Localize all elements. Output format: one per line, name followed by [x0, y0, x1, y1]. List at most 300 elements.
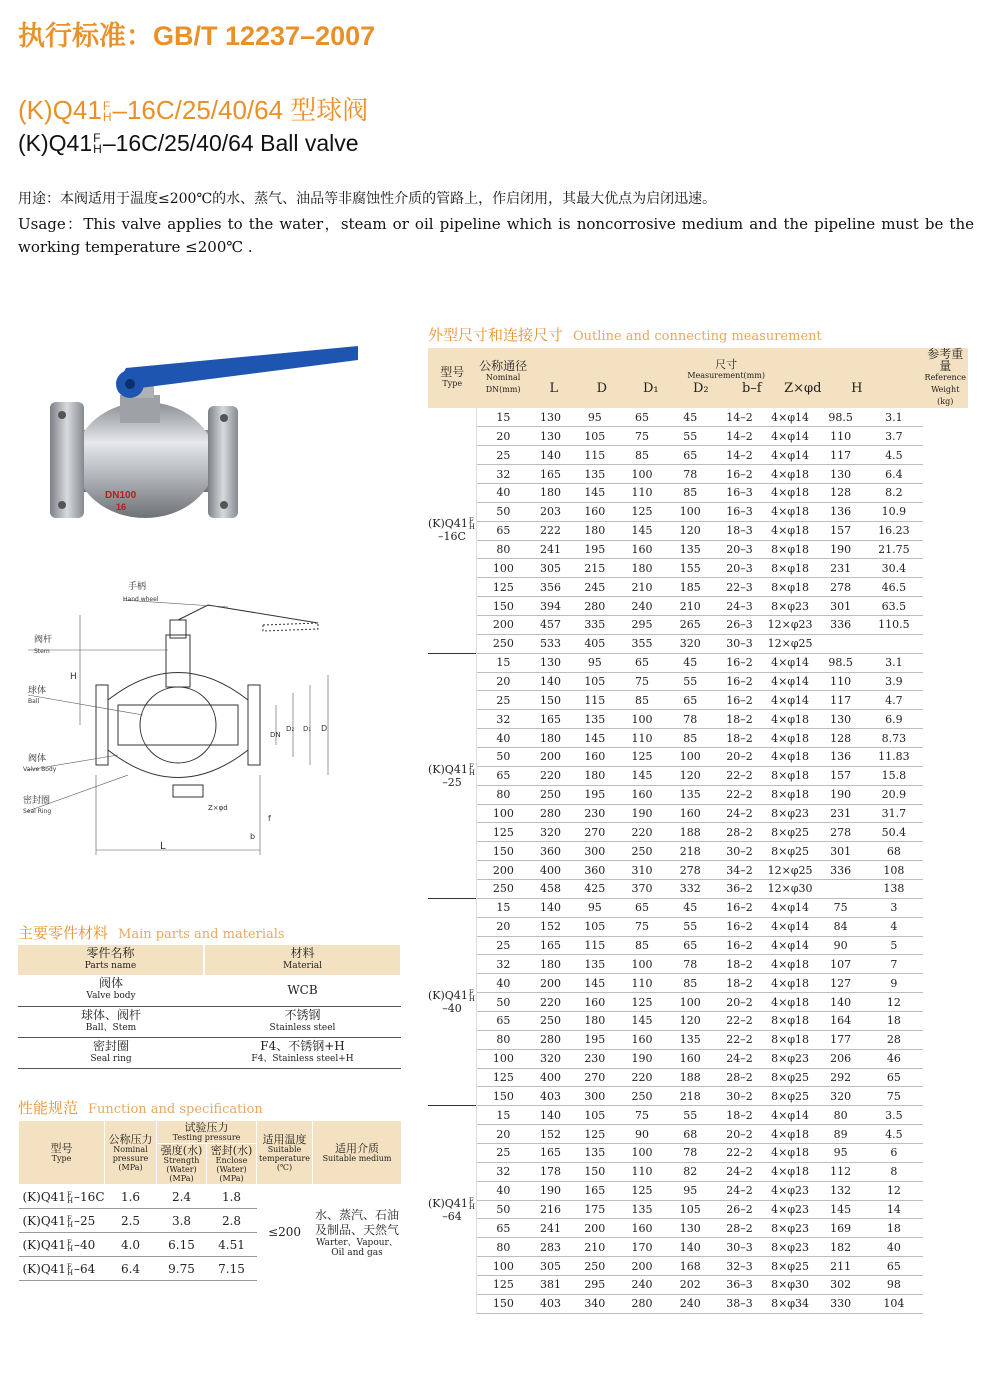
label-ball-en: Ball [28, 698, 40, 705]
outline-cell: 15 [476, 408, 529, 427]
dim-dn: DN [270, 731, 281, 739]
parts-h-material: 材料 Material [204, 945, 401, 975]
outline-row [428, 578, 968, 597]
outline-cell: 85 [618, 936, 665, 955]
outline-cell: 20 [476, 427, 529, 446]
outline-cell: 250 [571, 1257, 618, 1276]
func-row: (K)Q41 F H –64 6.4 9.75 7.15 [19, 1257, 402, 1281]
outline-cell: 200 [476, 615, 529, 634]
outline-cell: 216 [530, 1200, 571, 1219]
outline-cell: 30–2 [715, 1087, 764, 1106]
outline-cell: 16–2 [715, 672, 764, 691]
outline-cell: 65 [618, 898, 665, 917]
outline-cell: 8×φ18 [764, 1030, 816, 1049]
outline-cell: 270 [571, 1068, 618, 1087]
outline-cell: 100 [476, 1049, 529, 1068]
outline-cell: 98.5 [816, 408, 865, 427]
outline-cell: 75 [618, 917, 665, 936]
outline-cell: 65 [476, 1012, 529, 1031]
dim-zd: Z×φd [208, 804, 228, 812]
outline-cell: 292 [816, 1068, 865, 1087]
outline-cell: 100 [618, 710, 665, 729]
outline-cell: 150 [476, 1087, 529, 1106]
outline-row [428, 691, 968, 710]
outline-cell: 140 [816, 993, 865, 1012]
outline-cell: 135 [666, 785, 715, 804]
outline-cell: 100 [666, 993, 715, 1012]
outline-cell: 140 [530, 898, 571, 917]
outline-cell: 140 [530, 1106, 571, 1125]
outline-cell: 457 [530, 615, 571, 634]
outline-cell: 95 [666, 1181, 715, 1200]
outline-cell: 95 [816, 1144, 865, 1163]
outline-cell: 136 [816, 502, 865, 521]
outline-cell: 22–2 [715, 1144, 764, 1163]
outline-cell: 117 [816, 691, 865, 710]
outline-row [428, 540, 968, 559]
outline-row [428, 502, 968, 521]
outline-cell: 18–2 [715, 1106, 764, 1125]
outline-cell: 157 [816, 766, 865, 785]
outline-cell: 8×φ25 [764, 823, 816, 842]
outline-cell: 11.83 [865, 747, 922, 766]
outline-cell: 160 [666, 804, 715, 823]
outline-cell: 14 [865, 1200, 922, 1219]
outline-cell: 165 [530, 936, 571, 955]
outline-cell: 8×φ18 [764, 559, 816, 578]
title-chinese: (K)Q41 F H –16C/25/40/64 型球阀 [18, 95, 369, 125]
outline-cell: 50 [476, 502, 529, 521]
outline-row [428, 408, 968, 427]
outline-row [428, 427, 968, 446]
outline-row [428, 559, 968, 578]
outline-cell: 25 [476, 1144, 529, 1163]
outline-row [428, 1030, 968, 1049]
outline-row [428, 615, 968, 634]
outline-cell: 241 [530, 540, 571, 559]
outline-cell: 157 [816, 521, 865, 540]
outline-cell: 203 [530, 502, 571, 521]
outline-cell: 8×φ25 [764, 1257, 816, 1276]
outline-cell: 8 [865, 1162, 922, 1181]
outline-cell: 180 [530, 955, 571, 974]
outline-cell: 130 [816, 465, 865, 484]
outline-cell: 46.5 [865, 578, 922, 597]
outline-cell: 22–2 [715, 785, 764, 804]
outline-cell: 25 [476, 446, 529, 465]
outline-cell: 28–2 [715, 1068, 764, 1087]
outline-cell: 80 [476, 540, 529, 559]
outline-cell: 120 [666, 521, 715, 540]
outline-type-cell: (K)Q41 F H –25 [428, 653, 476, 898]
outline-cell: 200 [618, 1257, 665, 1276]
outline-cell: 16–2 [715, 465, 764, 484]
outline-cell: 125 [476, 1068, 529, 1087]
outline-cell: 145 [618, 521, 665, 540]
outline-cell: 21.75 [865, 540, 922, 559]
outline-cell: 100 [666, 502, 715, 521]
function-table [18, 1120, 402, 1281]
outline-cell: 14–2 [715, 446, 764, 465]
outline-cell: 220 [530, 993, 571, 1012]
outline-cell: 110 [618, 729, 665, 748]
outline-cell: 300 [571, 842, 618, 861]
outline-cell: 188 [666, 1068, 715, 1087]
outline-cell: 4×φ18 [764, 483, 816, 502]
outline-cell: 135 [666, 540, 715, 559]
outline-row [428, 879, 968, 898]
title-english: (K)Q41 F H –16C/25/40/64 Ball valve [18, 130, 359, 156]
outline-cell: 105 [571, 1106, 618, 1125]
parts-h-name: 零件名称 Parts name [18, 945, 204, 975]
outline-cell: 85 [618, 691, 665, 710]
outline-cell: 135 [571, 955, 618, 974]
outline-cell: 4×φ18 [764, 521, 816, 540]
outline-cell: 90 [816, 936, 865, 955]
outline-row [428, 1181, 968, 1200]
outline-type-cell: (K)Q41 F H –64 [428, 1106, 476, 1313]
outline-cell: 165 [530, 1144, 571, 1163]
outline-cell: 145 [571, 974, 618, 993]
outline-cell: 211 [816, 1257, 865, 1276]
outline-cell: 65 [666, 936, 715, 955]
outline-cell: 55 [666, 672, 715, 691]
outline-cell: 65 [666, 446, 715, 465]
outline-h-measurement: 尺寸 Measurement(mm) L D D₁ D₂ b–f Z×φd H [530, 348, 923, 408]
outline-cell: 98 [865, 1276, 922, 1295]
outline-type-cell: (K)Q41 F H –40 [428, 898, 476, 1105]
outline-cell: 55 [666, 917, 715, 936]
outline-cell: 3.9 [865, 672, 922, 691]
outline-cell: 332 [666, 879, 715, 898]
outline-cell: 4×φ18 [764, 993, 816, 1012]
outline-cell [816, 879, 865, 898]
outline-cell: 320 [816, 1087, 865, 1106]
outline-cell: 30–2 [715, 842, 764, 861]
outline-cell: 65 [476, 1219, 529, 1238]
outline-cell: 132 [816, 1181, 865, 1200]
outline-cell: 4×φ14 [764, 691, 816, 710]
outline-cell: 335 [571, 615, 618, 634]
outline-cell: 320 [530, 1049, 571, 1068]
outline-cell: 15.8 [865, 766, 922, 785]
outline-cell: 200 [571, 1219, 618, 1238]
outline-cell: 340 [571, 1294, 618, 1313]
outline-cell: 28–2 [715, 1219, 764, 1238]
outline-cell: 20 [476, 672, 529, 691]
outline-cell: 68 [865, 842, 922, 861]
outline-row [428, 955, 968, 974]
outline-cell: 120 [666, 766, 715, 785]
outline-cell: 206 [816, 1049, 865, 1068]
outline-row [428, 710, 968, 729]
outline-cell: 130 [666, 1219, 715, 1238]
outline-cell: 240 [666, 1294, 715, 1313]
outline-cell: 150 [476, 597, 529, 616]
outline-cell: 8.73 [865, 729, 922, 748]
label-seal-en: Seal Ring [23, 808, 52, 815]
outline-row [428, 653, 968, 672]
outline-cell: 152 [530, 917, 571, 936]
outline-cell: 403 [530, 1087, 571, 1106]
outline-cell: 16.23 [865, 521, 922, 540]
outline-cell: 230 [571, 1049, 618, 1068]
outline-cell: 104 [865, 1294, 922, 1313]
outline-cell: 105 [571, 672, 618, 691]
outline-cell: 160 [618, 785, 665, 804]
outline-row [428, 634, 968, 653]
outline-cell: 8×φ18 [764, 578, 816, 597]
outline-cell: 9 [865, 974, 922, 993]
outline-cell: 8×φ25 [764, 1087, 816, 1106]
outline-cell: 4×φ14 [764, 917, 816, 936]
outline-cell: 202 [666, 1276, 715, 1295]
outline-cell: 218 [666, 842, 715, 861]
outline-cell: 30.4 [865, 559, 922, 578]
outline-cell: 125 [476, 823, 529, 842]
outline-cell: 4×φ14 [764, 898, 816, 917]
outline-cell: 30–3 [715, 634, 764, 653]
outline-cell: 145 [618, 766, 665, 785]
outline-cell: 165 [530, 465, 571, 484]
outline-row [428, 1219, 968, 1238]
outline-cell: 140 [530, 446, 571, 465]
outline-cell: 360 [571, 861, 618, 880]
outline-cell: 16–2 [715, 691, 764, 710]
outline-cell: 4×φ14 [764, 408, 816, 427]
outline-cell: 220 [530, 766, 571, 785]
outline-cell: 231 [816, 804, 865, 823]
outline-cell: 12 [865, 1181, 922, 1200]
outline-cell: 128 [816, 483, 865, 502]
outline-cell: 12×φ25 [764, 634, 816, 653]
outline-cell: 152 [530, 1125, 571, 1144]
outline-cell: 180 [530, 729, 571, 748]
outline-cell: 18 [865, 1219, 922, 1238]
outline-cell: 220 [618, 823, 665, 842]
outline-cell: 200 [476, 861, 529, 880]
outline-cell: 8×φ23 [764, 1049, 816, 1068]
outline-cell: 16–2 [715, 936, 764, 955]
usage-chinese: 用途：本阀适用于温度≤200℃的水、蒸气、油品等非腐蚀性介质的管路上，作启闭用，其最大优点为启闭迅速。 [18, 191, 717, 207]
outline-cell: 78 [666, 955, 715, 974]
outline-cell: 4×φ14 [764, 672, 816, 691]
outline-cell: 65 [865, 1257, 922, 1276]
outline-row [428, 898, 968, 917]
outline-cell: 3.1 [865, 408, 922, 427]
outline-cell: 30–3 [715, 1238, 764, 1257]
outline-row [428, 1257, 968, 1276]
outline-cell: 7 [865, 955, 922, 974]
outline-cell: 4.7 [865, 691, 922, 710]
outline-cell: 150 [530, 691, 571, 710]
outline-cell: 169 [816, 1219, 865, 1238]
outline-row [428, 993, 968, 1012]
outline-cell: 34–2 [715, 861, 764, 880]
outline-cell: 20–2 [715, 993, 764, 1012]
outline-cell: 230 [571, 804, 618, 823]
outline-row [428, 766, 968, 785]
outline-row [428, 1162, 968, 1181]
outline-row [428, 483, 968, 502]
outline-row [428, 1068, 968, 1087]
outline-cell: 218 [666, 1087, 715, 1106]
ball-valve-photo [30, 340, 370, 550]
outline-cell: 20 [476, 1125, 529, 1144]
outline-cell: 150 [476, 1294, 529, 1313]
outline-cell: 3 [865, 898, 922, 917]
dim-d2: D₂ [286, 725, 295, 733]
outline-cell: 400 [530, 861, 571, 880]
outline-cell: 115 [571, 936, 618, 955]
outline-cell: 125 [618, 502, 665, 521]
outline-cell: 245 [571, 578, 618, 597]
outline-cell: 12×φ23 [764, 615, 816, 634]
outline-cell: 20–3 [715, 540, 764, 559]
outline-cell: 20 [476, 917, 529, 936]
outline-cell: 20–2 [715, 747, 764, 766]
outline-cell: 85 [618, 446, 665, 465]
outline-cell: 265 [666, 615, 715, 634]
outline-cell: 160 [666, 1049, 715, 1068]
outline-cell: 125 [571, 1125, 618, 1144]
outline-cell: 458 [530, 879, 571, 898]
outline-cell: 82 [666, 1162, 715, 1181]
outline-cell: 140 [530, 672, 571, 691]
outline-cell: 100 [618, 1144, 665, 1163]
outline-cell: 6 [865, 1144, 922, 1163]
outline-row [428, 1276, 968, 1295]
outline-cell: 45 [666, 653, 715, 672]
outline-cell: 50 [476, 993, 529, 1012]
photo-marking-dn: DN100 [105, 490, 137, 501]
outline-cell: 200 [530, 974, 571, 993]
outline-cell: 360 [530, 842, 571, 861]
outline-cell: 4×φ14 [764, 653, 816, 672]
outline-cell: 50 [476, 747, 529, 766]
outline-cell: 125 [618, 993, 665, 1012]
outline-cell: 270 [571, 823, 618, 842]
outline-cell: 65 [865, 1068, 922, 1087]
outline-row [428, 1144, 968, 1163]
outline-cell: 85 [666, 974, 715, 993]
outline-cell: 22–2 [715, 1012, 764, 1031]
outline-cell: 84 [816, 917, 865, 936]
outline-cell: 150 [571, 1162, 618, 1181]
outline-cell: 425 [571, 879, 618, 898]
func-h-temp: 适用温度 Suitable temperature (℃) [257, 1121, 313, 1185]
outline-cell: 16–2 [715, 653, 764, 672]
outline-cell: 240 [618, 1276, 665, 1295]
parts-table [18, 945, 402, 1069]
outline-cell: 36–2 [715, 879, 764, 898]
outline-cell: 305 [530, 1257, 571, 1276]
outline-cell: 112 [816, 1162, 865, 1181]
usage-english: Usage：This valve applies to the water，steam or oil pipeline which is noncorrosive medium and the pipeline must be the working temperature ≤200℃ . [18, 215, 974, 256]
outline-cell: 4 [865, 917, 922, 936]
outline-cell: 180 [571, 1012, 618, 1031]
outline-cell: 16–2 [715, 917, 764, 936]
outline-cell: 130 [530, 408, 571, 427]
outline-cell: 250 [530, 1012, 571, 1031]
outline-cell: 4.5 [865, 446, 922, 465]
outline-cell: 125 [476, 578, 529, 597]
outline-cell: 125 [618, 747, 665, 766]
outline-row [428, 1012, 968, 1031]
outline-cell: 210 [571, 1238, 618, 1257]
outline-cell: 65 [618, 408, 665, 427]
outline-cell: 4×φ18 [764, 747, 816, 766]
outline-cell: 40 [476, 483, 529, 502]
outline-cell: 210 [618, 578, 665, 597]
outline-cell: 145 [571, 729, 618, 748]
outline-cell: 50.4 [865, 823, 922, 842]
outline-row [428, 823, 968, 842]
outline-cell: 65 [666, 691, 715, 710]
outline-cell: 16–3 [715, 502, 764, 521]
outline-cell: 4×φ18 [764, 974, 816, 993]
outline-cell: 95 [571, 653, 618, 672]
outline-cell: 80 [476, 1238, 529, 1257]
outline-cell: 295 [618, 615, 665, 634]
outline-cell: 75 [618, 1106, 665, 1125]
outline-row [428, 672, 968, 691]
outline-cell: 280 [618, 1294, 665, 1313]
outline-cell: 355 [618, 634, 665, 653]
outline-cell: 250 [530, 785, 571, 804]
outline-cell: 100 [666, 747, 715, 766]
outline-cell: 330 [816, 1294, 865, 1313]
outline-cell: 38–3 [715, 1294, 764, 1313]
outline-cell: 301 [816, 597, 865, 616]
outline-cell: 110 [618, 483, 665, 502]
outline-h-type: 型号 Type [428, 348, 476, 408]
outline-cell: 18–2 [715, 729, 764, 748]
outline-cell: 8×φ18 [764, 766, 816, 785]
outline-cell: 370 [618, 879, 665, 898]
outline-cell: 135 [666, 1030, 715, 1049]
dim-f: f [268, 814, 271, 823]
outline-cell: 15 [476, 898, 529, 917]
outline-cell: 18 [865, 1012, 922, 1031]
func-row: (K)Q41 F H –40 4.0 6.15 4.51 [19, 1233, 402, 1257]
outline-cell: 110 [618, 1162, 665, 1181]
outline-cell: 4×φ14 [764, 1106, 816, 1125]
func-row: (K)Q41 F H –16C 1.6 2.4 1.8 ≤200 水、蒸汽、石油及制品、天然气 Warter、Vapour、Oil and gas [19, 1185, 402, 1209]
outline-cell: 22–2 [715, 1030, 764, 1049]
outline-cell: 8×φ23 [764, 1238, 816, 1257]
outline-row [428, 1238, 968, 1257]
parts-row: 密封圈 Seal ring F4、不锈钢+H F4、Stainless steel+H [18, 1037, 401, 1068]
outline-cell: 90 [618, 1125, 665, 1144]
outline-cell: 36–3 [715, 1276, 764, 1295]
outline-cell: 403 [530, 1294, 571, 1313]
outline-cell: 75 [618, 427, 665, 446]
outline-cell: 3.1 [865, 653, 922, 672]
outline-cell: 170 [618, 1238, 665, 1257]
outline-cell: 45 [666, 898, 715, 917]
outline-cell: 4×φ18 [764, 1144, 816, 1163]
outline-cell: 160 [618, 540, 665, 559]
outline-cell: 78 [666, 710, 715, 729]
outline-cell: 305 [530, 559, 571, 578]
outline-row [428, 861, 968, 880]
outline-cell: 40 [476, 974, 529, 993]
outline-cell: 8×φ30 [764, 1276, 816, 1295]
outline-cell: 8×φ18 [764, 1012, 816, 1031]
outline-row [428, 785, 968, 804]
outline-table [428, 348, 968, 1314]
